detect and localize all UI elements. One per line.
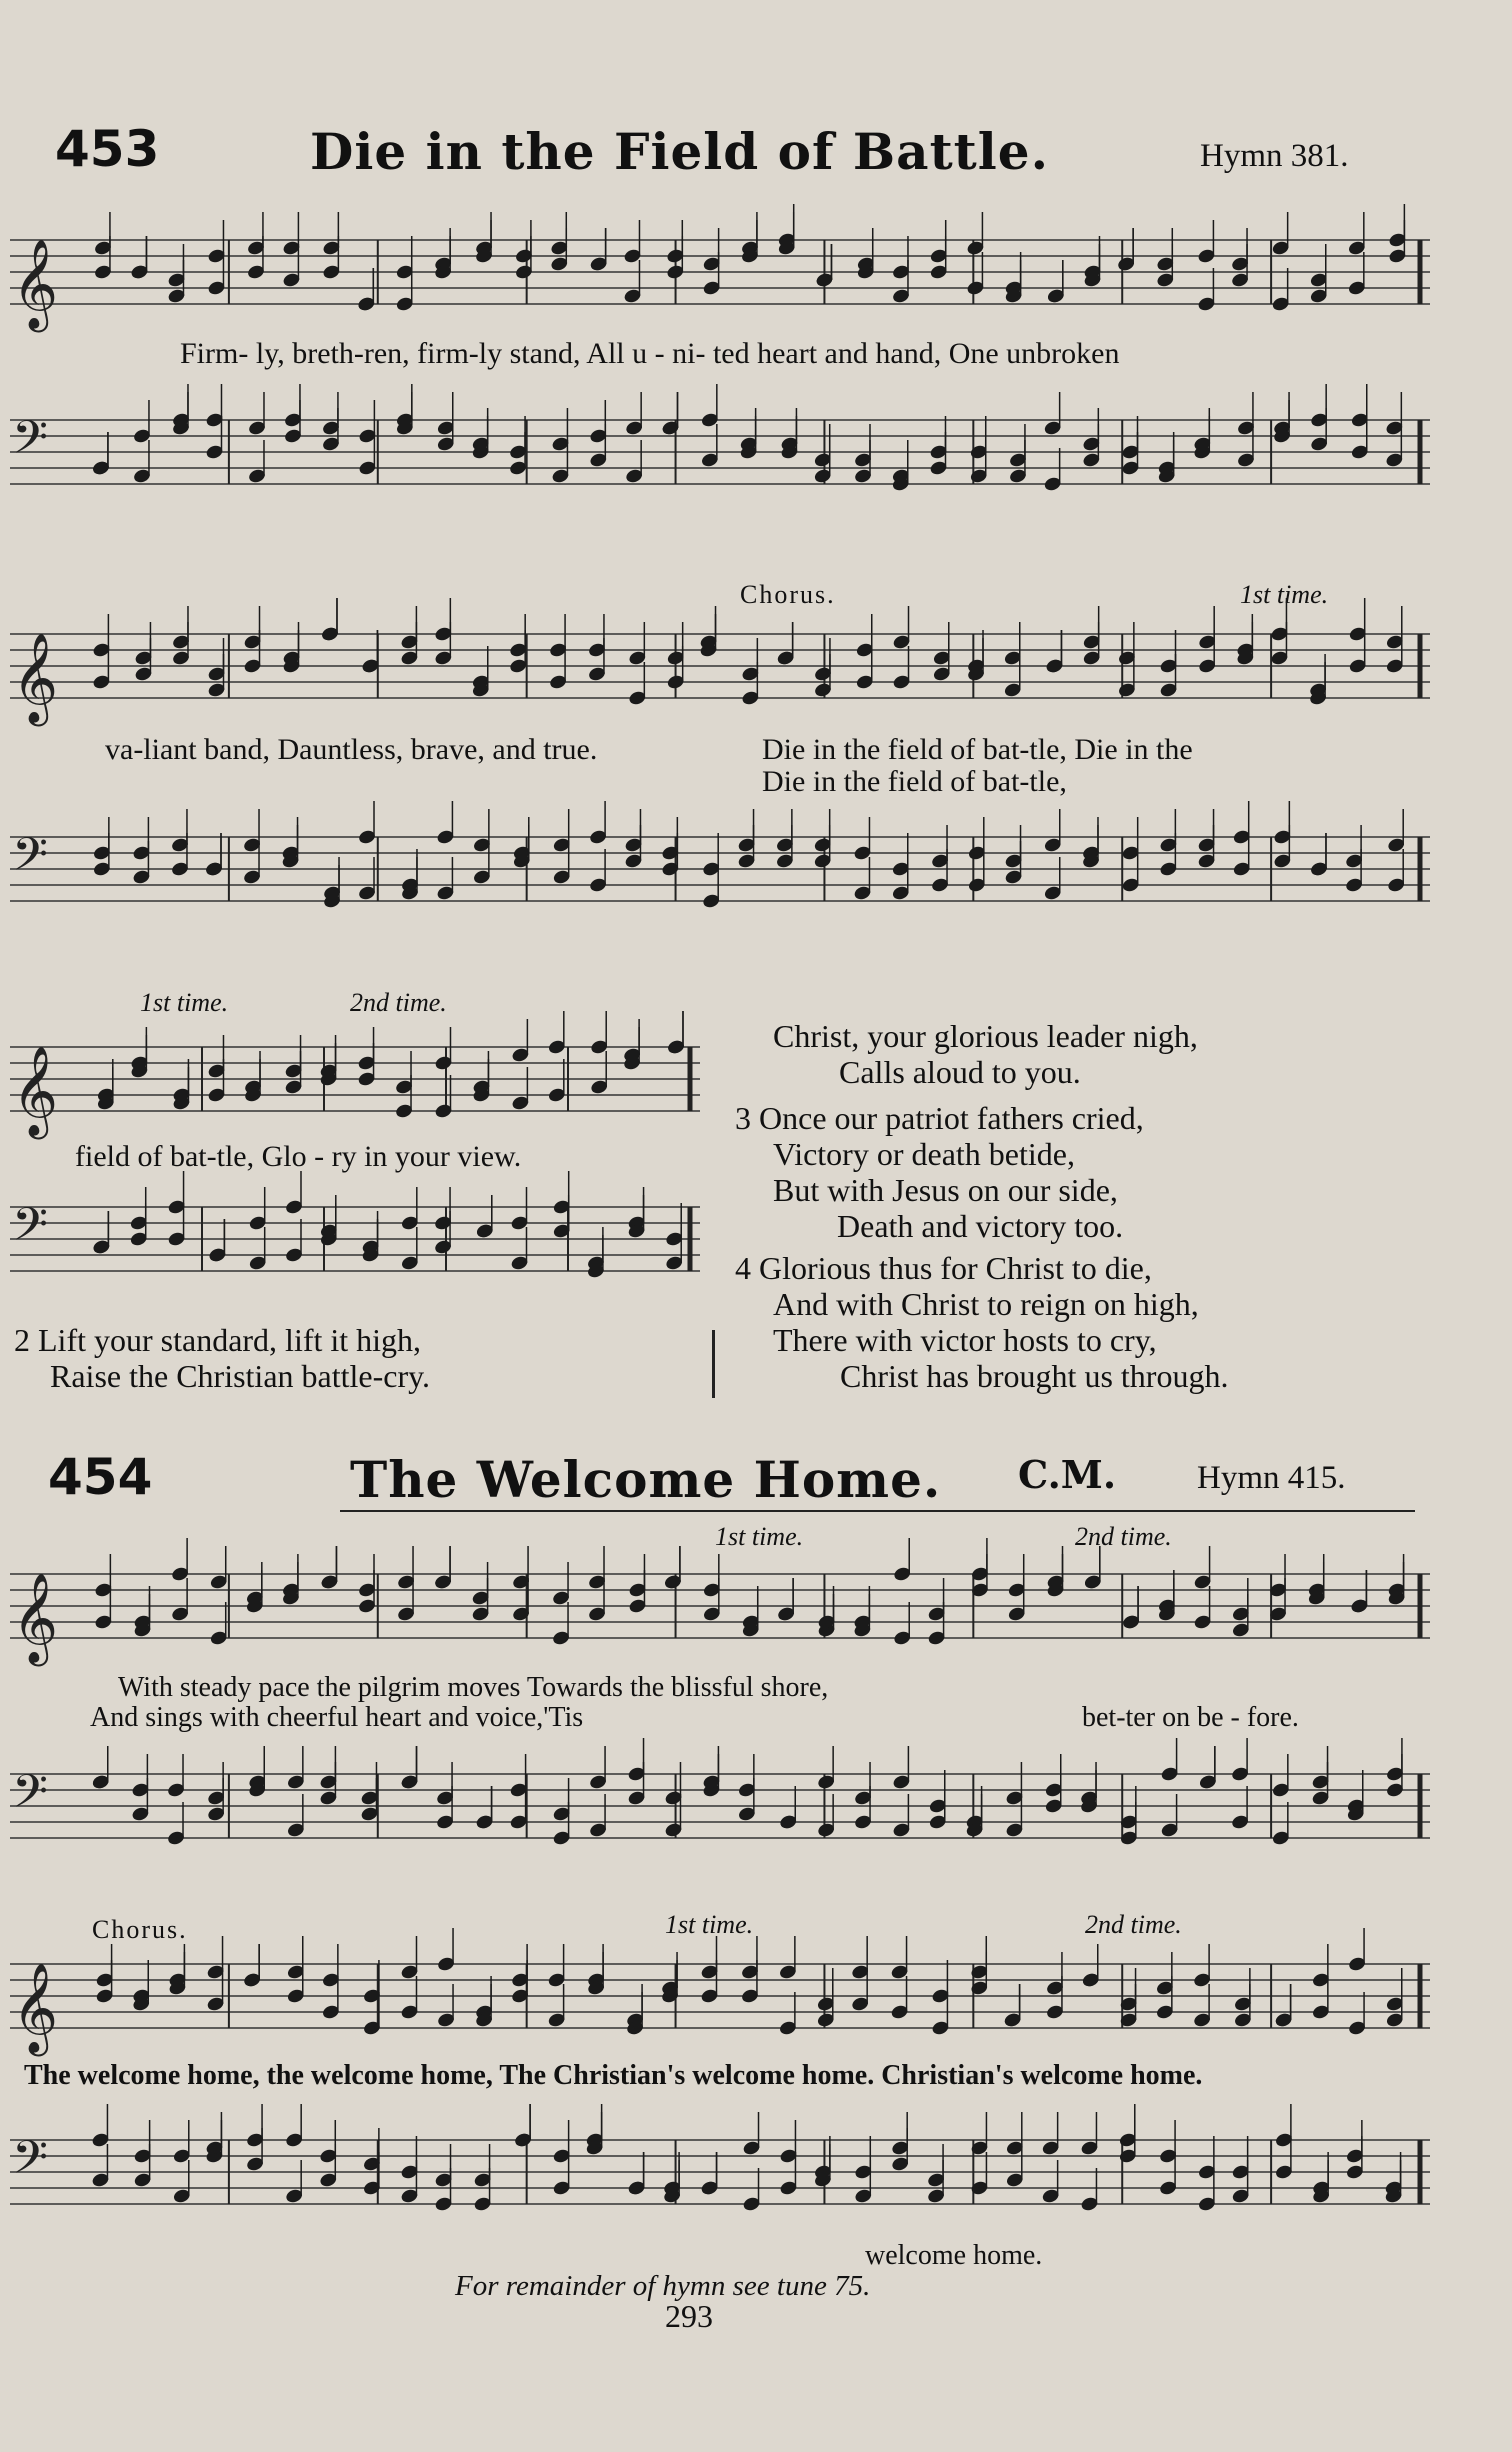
verse-line: 4 Glorious thus for Christ to die, <box>735 1250 1152 1286</box>
chorus-label: Chorus. <box>92 1915 188 1944</box>
treble-clef-icon: 𝄞 <box>12 633 59 723</box>
verse-line: 2 Lift your standard, lift it high, <box>14 1322 422 1358</box>
hymn-number: 453 <box>55 120 160 178</box>
verse-line: Victory or death betide, <box>773 1136 1075 1172</box>
lyrics-line: With steady pace the pilgrim moves Towards the blissful shore, <box>118 1672 829 1703</box>
hymn-title: Die in the Field of Battle. <box>310 122 1049 181</box>
verse-1-continued <box>773 1018 1198 1090</box>
verse-2 <box>14 1322 430 1394</box>
page-number: 293 <box>665 2298 713 2334</box>
lyrics-line: And sings with cheerful heart and voice,'Tis <box>90 1702 584 1733</box>
music-staff <box>10 1195 700 1285</box>
bass-clef-icon: 𝄢 <box>12 411 49 476</box>
volta-first-time: 1st time. <box>140 988 229 1017</box>
bass-clef-icon: 𝄢 <box>12 2131 49 2196</box>
volta-first-time: 1st time. <box>1240 580 1329 609</box>
hymn-tune-reference: Hymn 381. <box>1200 138 1349 174</box>
hymn-title: The Welcome Home. <box>350 1450 942 1509</box>
treble-clef-icon: 𝄞 <box>12 1046 59 1136</box>
lyrics-line: Die in the field of bat-tle, Die in the <box>762 733 1193 766</box>
volta-first-time: 1st time. <box>715 1522 804 1551</box>
lyrics-line: field of bat-tle, Glo - ry in your view. <box>75 1140 522 1173</box>
verse-4 <box>735 1250 1228 1394</box>
music-staff <box>10 228 1430 329</box>
lyrics-line: Die in the field of bat-tle, <box>762 765 1067 798</box>
chorus-label: Chorus. <box>740 580 836 609</box>
bass-clef-icon: 𝄢 <box>12 1765 49 1830</box>
music-staff <box>10 2128 1430 2218</box>
lyrics-line: welcome home. <box>865 2240 1043 2271</box>
music-staff <box>10 1952 1430 2053</box>
title-rule <box>340 1510 1415 1512</box>
music-staff <box>10 622 1430 723</box>
music-staff <box>10 825 1430 915</box>
verse-line: But with Jesus on our side, <box>773 1172 1118 1208</box>
verse-line: Raise the Christian battle-cry. <box>50 1358 431 1394</box>
verse-line: And with Christ to reign on high, <box>773 1286 1199 1322</box>
lyrics-line: va-liant band, Dauntless, brave, and true. <box>105 733 598 766</box>
volta-second-time: 2nd time. <box>1085 1910 1182 1939</box>
verse-line: Death and victory too. <box>837 1208 1124 1244</box>
treble-clef-icon: 𝄞 <box>12 239 59 329</box>
hymn-meter: C.M. <box>1018 1452 1117 1497</box>
lyrics-line: bet-ter on be - fore. <box>1082 1702 1299 1733</box>
volta-first-time: 1st time. <box>665 1910 754 1939</box>
volta-second-time: 2nd time. <box>1075 1522 1172 1551</box>
verse-3 <box>735 1100 1144 1244</box>
treble-clef-icon: 𝄞 <box>12 1963 59 2053</box>
hymn-tune-reference: Hymn 415. <box>1197 1460 1346 1496</box>
verse-line: 3 Once our patriot fathers cried, <box>735 1100 1144 1136</box>
verse-line: Calls aloud to you. <box>839 1054 1081 1090</box>
volta-second-time: 2nd time. <box>350 988 447 1017</box>
verse-divider <box>712 1330 715 1398</box>
music-staff <box>10 1562 1430 1663</box>
verse-line: Christ, your glorious leader nigh, <box>773 1018 1198 1054</box>
verse-line: There with victor hosts to cry, <box>773 1322 1157 1358</box>
music-staff <box>10 1762 1430 1852</box>
verse-line: Christ has brought us through. <box>840 1358 1229 1394</box>
lyrics-line: The welcome home, the welcome home, The Christian's welcome home. Christian's welcome home. <box>24 2060 1203 2091</box>
treble-clef-icon: 𝄞 <box>12 1573 59 1663</box>
music-staff <box>10 408 1430 498</box>
bass-clef-icon: 𝄢 <box>12 828 49 893</box>
bass-clef-icon: 𝄢 <box>12 1198 49 1263</box>
lyrics-line: Firm- ly, breth-ren, firm-ly stand, All u - ni- ted heart and hand, One unbroken <box>180 337 1120 370</box>
hymn-number: 454 <box>48 1448 153 1506</box>
music-staff <box>10 1035 700 1136</box>
footnote: For remainder of hymn see tune 75. <box>455 2270 871 2302</box>
